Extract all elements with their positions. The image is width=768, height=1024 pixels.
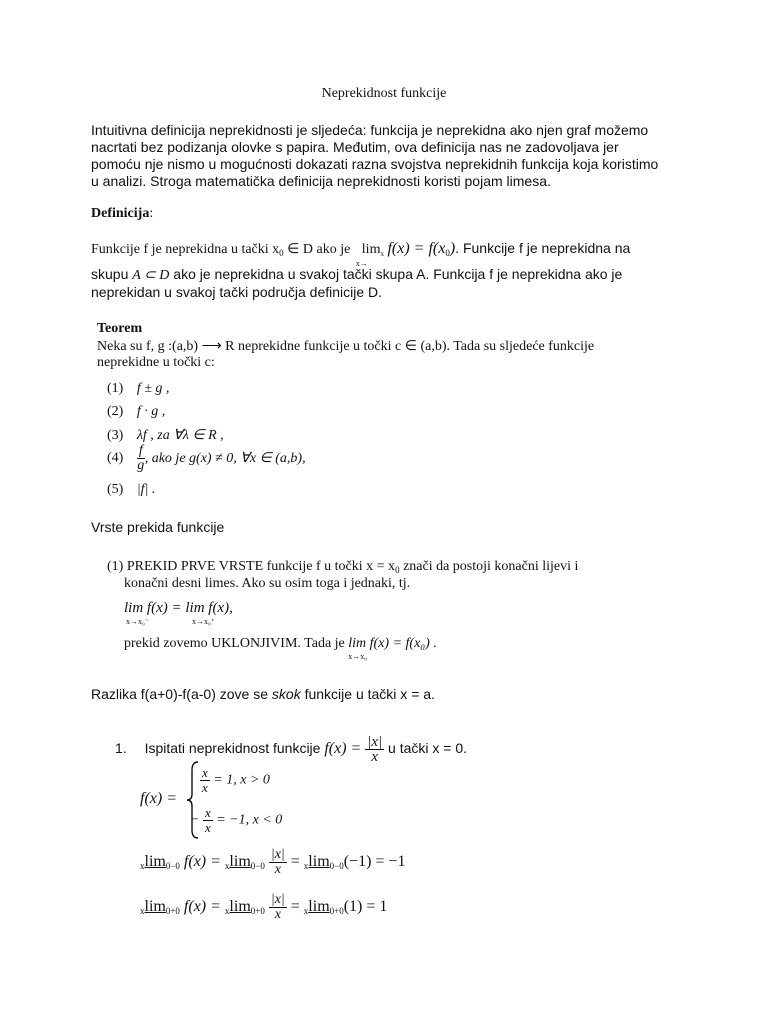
first-kind-line-4 [124,636,437,661]
fraction [269,848,287,877]
piecewise-case-2 [190,806,282,835]
lim-subscript: 0−0 [329,861,344,872]
lim-under: x→x₀⁺ [192,617,216,626]
definition-heading [91,205,153,222]
item-number: (5) [107,482,124,497]
case-expression: = 1, x > 0 [213,772,270,788]
intro-line: nacrtati bez podizanja olovke s papira. Međutim, ova definicija nas ne zadovoljava jer [91,139,619,155]
definition-text: ako je neprekidna u svakoj tački skupa A. Funkcija f je neprekidna ako je [169,266,623,282]
limit-expression [348,636,437,661]
theorem-line-1: Neka su f, g :(a,b) ⟶ R neprekidne funkcije u točki c ∈ (a,b). Tada su sljedeće funkcije [97,339,595,354]
numerator: |x| [367,734,383,750]
intro-line: Intuitivna definicija neprekidnosti je sljedeća: funkcija je neprekidna ako njen graf možemo [91,122,649,138]
definition-text: Funkcije f je neprekidna u tački x [91,242,280,257]
types-heading: Vrste prekida funkcije [91,519,225,535]
theorem-item [107,444,306,473]
lim-subscript: 0+0 [165,906,180,917]
jump-italic: skok [271,686,301,702]
first-kind-text: prekid zovemo UKLONJIVIM. Tada je [124,636,349,651]
function-lhs: f(x) = [140,790,177,807]
item-expression: |f| . [136,482,156,497]
lim-word: lim [229,898,251,916]
jump-definition [91,686,435,703]
right-limit-equation [140,893,387,922]
theorem-item [107,427,224,444]
item-expression: , ako je g(x) ≠ 0, ∀x ∈ (a,b), [144,451,306,466]
denominator: x [274,862,281,877]
lim-subscript: 0+0 [250,906,265,917]
definition-line-2 [91,266,622,284]
item-expression: λf , za ∀λ ∈ R , [136,428,224,443]
definition-text: skupu [91,266,133,282]
lim-subscript: x [380,250,384,258]
jump-text: Razlika f(a+0)-f(a-0) zove se [91,686,272,702]
numerator: x [202,765,208,780]
item-number: (1) [107,381,124,396]
theorem-heading [97,321,142,337]
subscript: 0 [395,565,400,575]
first-kind-line-1 [107,559,578,575]
item-number: (2) [107,404,124,419]
definition-text: ∈ D ako je [283,242,351,257]
lim-word: lim [308,898,330,916]
theorem-item [107,482,155,498]
lim-under: x→x₀ [348,652,368,661]
limit-lhs: f(x) = [183,853,225,871]
intro-line: u analizi. Stroga matematička definicija neprekidnosti koristi pojam limesa. [91,173,551,189]
theorem-line-2: neprekidne u točki c: [97,355,215,370]
first-kind-text: znači da postoji konačni lijevi i [399,559,579,574]
item-expression: f ± g , [136,381,170,396]
fraction [137,444,145,473]
lim-word: lim [229,853,251,871]
lim-under: x→ [355,259,368,268]
fraction [365,735,384,764]
numerator: |x| [270,847,285,862]
definition-colon: : [149,206,154,221]
piecewise-case-1 [200,766,270,795]
equals-sign: = [290,898,304,916]
lim-word: lim [361,242,381,257]
limit-equation: lim f(x) = f(x₀) . [348,636,437,651]
item-expression: f · g , [136,404,166,419]
fraction [203,806,213,835]
page-title: Neprekidnost funkcije [321,86,447,101]
definition-line-1 [91,240,631,268]
first-kind-text: (1) PREKID PRVE VRSTE funkcije f u točki x = x [107,559,396,574]
exercise-text: u tački x = 0. [384,740,468,757]
set-expression: A ⊂ D [132,268,170,283]
equals-sign: = [290,853,304,871]
first-kind-line-2: konačni desni limes. Ako su osim toga i jednaki, tj. [124,576,411,591]
exercise-text: Ispitati neprekidnost funkcije [144,740,325,757]
lim-word: lim [144,898,166,916]
x-prefix: x [140,906,145,917]
intro-line: pomoću nje nismo u mogućnosti dokazati razna svojstva neprekidnih funkcija koja koristimo [91,156,659,172]
lim-word: lim [308,853,330,871]
left-limit-equation [140,848,405,877]
x-prefix: x [303,906,309,917]
theorem-heading-label: Teorem [97,321,143,336]
denominator: x [274,907,281,922]
denominator: x [371,749,379,765]
piecewise-lhs [140,790,177,808]
definition-expression-end: ) [449,240,456,257]
definition-expression: f(x) = f(x [387,240,446,257]
limit-lhs: f(x) = [183,898,225,916]
limit-expression [355,241,384,268]
item-number: (3) [107,428,124,443]
numerator: x [204,805,211,820]
subscript: 0 [445,248,450,258]
definition-text: . Funkcije f je neprekidna na [455,240,631,256]
denominator: g [137,458,145,473]
jump-text: funkcije u tački x = a. [300,686,435,702]
limit-result: (−1) = −1 [343,853,406,871]
numerator: f [138,443,143,458]
limit-equation: lim f(x) = lim f(x), [124,600,233,616]
denominator: x [202,780,208,795]
definition-heading-label: Definicija [91,206,150,221]
subscript: 0 [279,248,284,258]
x-prefix: x [224,906,230,917]
x-prefix: x [140,861,145,872]
item-number: (4) [107,450,124,466]
lim-subscript: 0+0 [329,906,344,917]
denominator: x [204,820,211,835]
case-expression: = −1, x < 0 [216,812,283,828]
theorem-item [107,381,169,397]
lim-subscript: 0−0 [165,861,180,872]
x-prefix: x [303,861,309,872]
lim-word: lim [144,853,166,871]
limit-result: (1) = 1 [343,898,388,916]
lim-under: x→x₀⁻ [126,617,150,626]
intro-paragraph [91,122,658,190]
x-prefix: x [224,861,230,872]
fraction [200,766,210,795]
first-kind-limit-equation [124,600,233,626]
theorem-item [107,404,165,420]
definition-line-3: neprekidan u svakoj tački područja definicije D. [91,284,383,300]
function-lhs: f(x) = [324,740,362,758]
exercise-number: 1. [115,740,127,757]
minus-sign: − [190,812,200,828]
exercise-line [115,735,467,764]
fraction [269,893,287,922]
lim-subscript: 0−0 [250,861,265,872]
numerator: |x| [270,892,285,907]
